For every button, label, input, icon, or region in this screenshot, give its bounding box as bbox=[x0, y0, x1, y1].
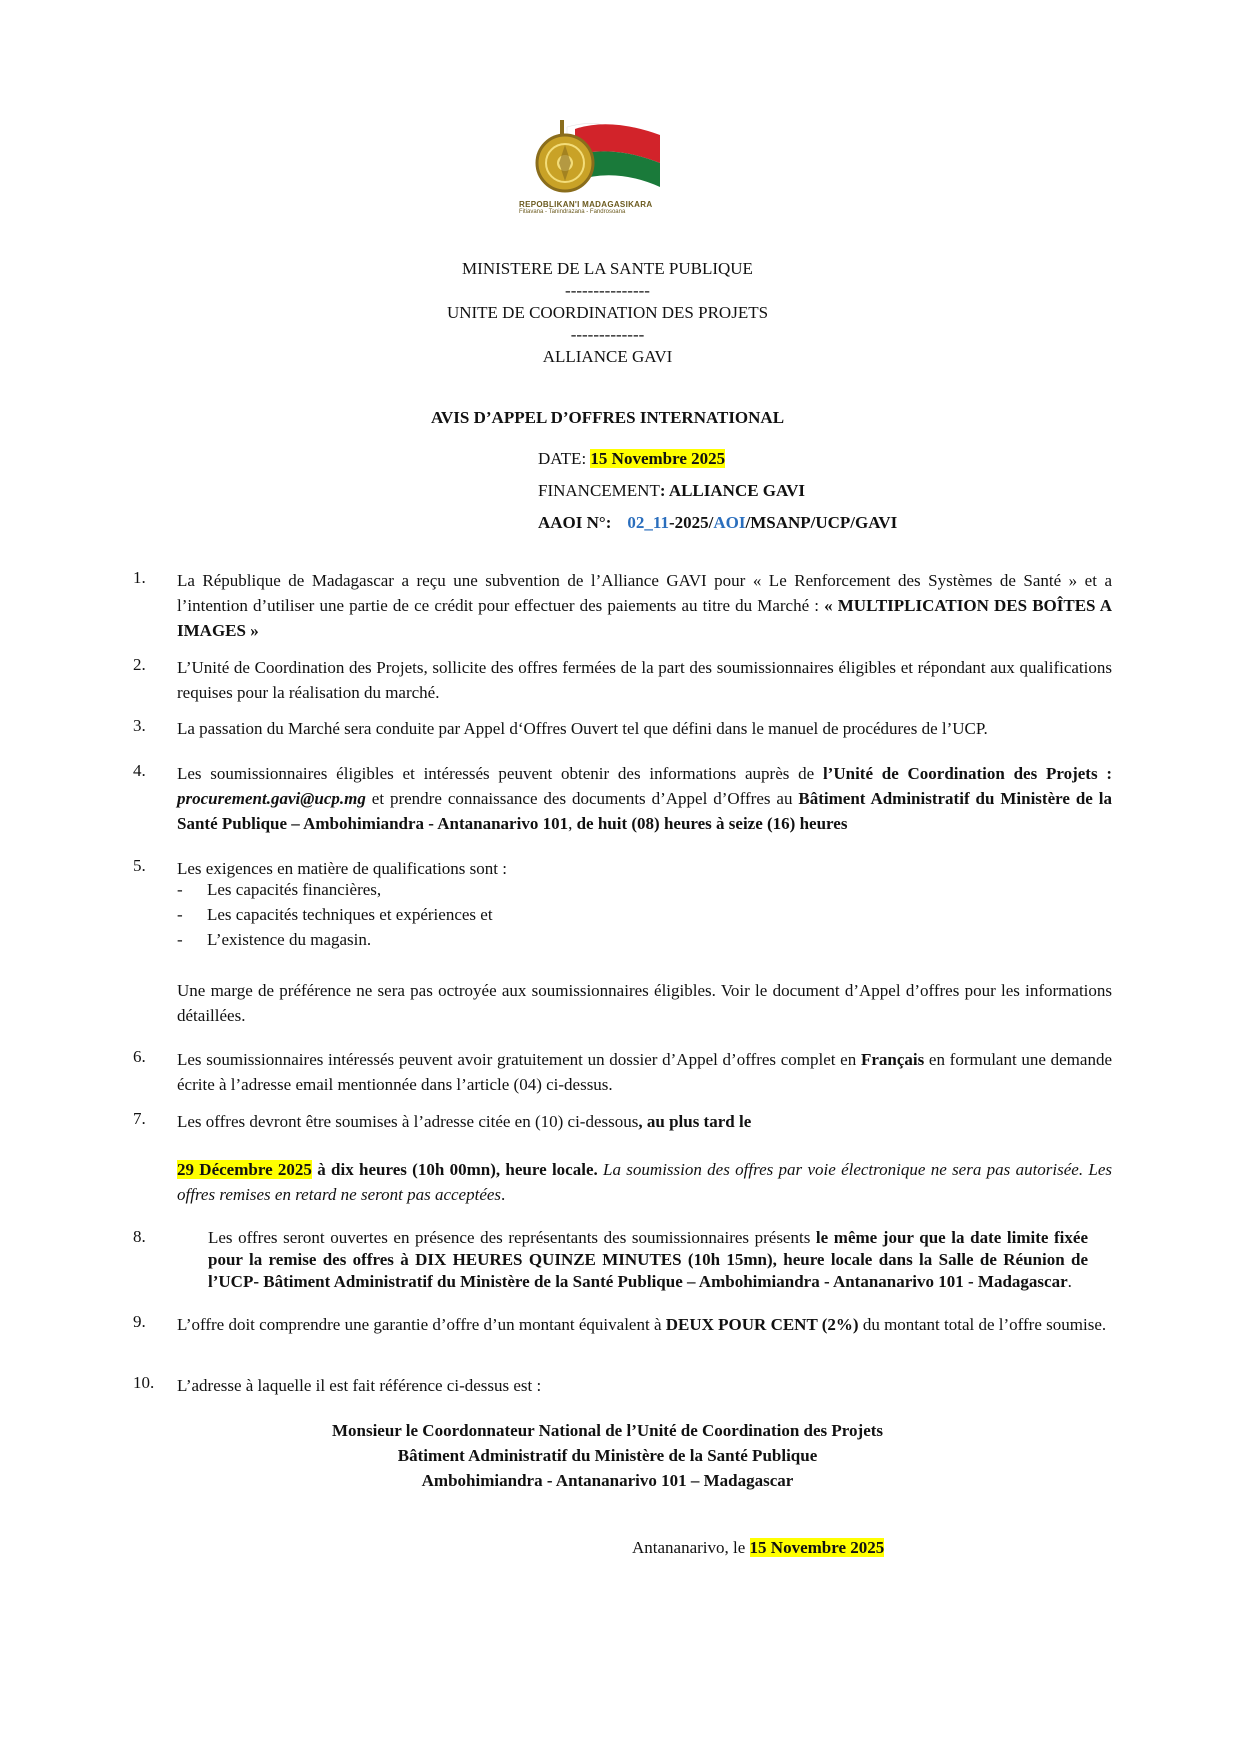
requirement-item: Les capacités techniques et expériences et bbox=[207, 905, 493, 924]
submission-note: La soumission des offres par voie électronique ne sera pas autorisée. Les offres remises en retard ne seront pas acceptées bbox=[177, 1160, 1113, 1204]
building-address: Bâtiment Administratif du Ministère de la Santé Publique – Ambohimiandra - Antananarivo 101 bbox=[177, 789, 1112, 833]
opening-details: le même jour que la date limite fixée pour la remise des offres à DIX HEURES QUINZE MINUTES (10h 15mn), heure locale dans la Salle de Réunion de l’UCP- Bâtiment Administratif du Ministère de la Santé Publique – Ambohimiandra - Antananarivo 101 - Madagascar bbox=[208, 1228, 1088, 1291]
page-title: AVIS D’APPEL D’OFFRES INTERNATIONAL bbox=[430, 408, 785, 427]
item-text: Les offres devront être soumises à l’adresse citée en (10) ci-dessous bbox=[177, 1112, 639, 1131]
financing-label: FINANCEMENT bbox=[538, 481, 660, 500]
guarantee-amount: DEUX POUR CENT (2%) bbox=[665, 1315, 859, 1334]
financing-value: : ALLIANCE GAVI bbox=[659, 481, 806, 500]
item-text: et prendre connaissance des documents d’Appel d’Offres au bbox=[365, 789, 799, 808]
separator: ------------- bbox=[570, 325, 645, 344]
item-10: L’adresse à laquelle il est fait référence ci-dessus est : bbox=[177, 1376, 542, 1395]
deadline-time: à dix heures (10h 00mn), heure locale. bbox=[311, 1160, 598, 1179]
bullet-dash: - bbox=[177, 905, 183, 924]
item-text: Les soumissionnaires éligibles et intéressés peuvent obtenir des informations auprès de bbox=[177, 764, 823, 783]
ref-part3: AOI bbox=[713, 513, 746, 532]
ref-part4: /MSANP/UCP/GAVI bbox=[745, 513, 898, 532]
requirement-item: L’existence du magasin. bbox=[207, 930, 372, 949]
ucp-name: l’Unité de Coordination des Projets : bbox=[822, 764, 1112, 783]
item-7 bbox=[177, 1109, 751, 1134]
address-line: Monsieur le Coordonnateur National de l’Unité de Coordination des Projets bbox=[331, 1421, 884, 1440]
item-3: La passation du Marché sera conduite par Appel d‘Offres Ouvert tel que défini dans le manuel de procédures de l’UCP. bbox=[177, 719, 988, 738]
ref-part2: -2025/ bbox=[668, 513, 714, 532]
coat-of-arms-icon bbox=[515, 115, 715, 195]
ministry-name: MINISTERE DE LA SANTE PUBLIQUE bbox=[462, 259, 753, 278]
item-number: 1. bbox=[133, 568, 146, 587]
item-text: Les soumissionnaires intéressés peuvent avoir gratuitement un dossier d’Appel d’offres complet en bbox=[177, 1050, 861, 1069]
item-6 bbox=[177, 1047, 1112, 1097]
email-link[interactable]: procurement.gavi@ucp.mg bbox=[177, 789, 366, 808]
separator: --------------- bbox=[565, 281, 650, 300]
item-text: . bbox=[1067, 1272, 1072, 1291]
item-text: La République de Madagascar a reçu une subvention de l’Alliance GAVI pour « Le Renforcement des Systèmes de Santé » et a l’intention d’utiliser une partie de ce crédit pour effectuer des paiements au titre du Marché : bbox=[177, 571, 1112, 615]
signature-line bbox=[632, 1538, 884, 1558]
meta-reference bbox=[538, 513, 897, 533]
item-text: du montant total de l’offre soumise. bbox=[858, 1315, 1107, 1334]
item-9 bbox=[177, 1312, 1112, 1337]
market-title: « MULTIPLICATION DES BOÎTES A IMAGES » bbox=[177, 596, 1112, 640]
item-number: 3. bbox=[133, 716, 146, 735]
signature-date: 15 Novembre 2025 bbox=[749, 1538, 885, 1557]
item-text: , bbox=[568, 814, 577, 833]
address-line: Ambohimiandra - Antananarivo 101 – Madagascar bbox=[421, 1471, 794, 1490]
item-number: 9. bbox=[133, 1312, 146, 1331]
item-text: en formulant une demande écrite à l’adresse email mentionnée dans l’article (04) ci-dessus. bbox=[177, 1050, 1112, 1094]
item-number: 5. bbox=[133, 856, 146, 875]
republic-emblem bbox=[515, 115, 715, 215]
item-2: L’Unité de Coordination des Projets, sollicite des offres fermées de la part des soumissionnaires éligibles et répondant aux qualifications requises pour la réalisation du marché. bbox=[177, 658, 1112, 702]
item-number: 4. bbox=[133, 761, 146, 780]
item-number: 8. bbox=[133, 1227, 146, 1246]
ref-part1: 02_11 bbox=[627, 513, 669, 532]
item-text: , au plus tard le bbox=[638, 1112, 752, 1131]
header-block bbox=[0, 258, 1215, 368]
item-text: L’offre doit comprendre une garantie d’offre d’un montant équivalent à bbox=[177, 1315, 666, 1334]
requirement-item: Les capacités financières, bbox=[207, 880, 382, 899]
program-name: ALLIANCE GAVI bbox=[542, 347, 673, 366]
bullet-dash: - bbox=[177, 880, 183, 899]
meta-date bbox=[538, 449, 725, 469]
preference-note: Une marge de préférence ne sera pas octroyée aux soumissionnaires éligibles. Voir le document d’Appel d’offres pour les informations détaillées. bbox=[177, 981, 1112, 1025]
language: Français bbox=[860, 1050, 925, 1069]
item-1 bbox=[177, 568, 1112, 643]
item-5: Les exigences en matière de qualifications sont : bbox=[177, 859, 507, 878]
item-number: 6. bbox=[133, 1047, 146, 1066]
date-label: DATE: bbox=[538, 449, 591, 468]
item-8 bbox=[208, 1227, 1088, 1293]
item-number: 2. bbox=[133, 655, 146, 674]
date-value: 15 Novembre 2025 bbox=[590, 449, 726, 468]
deadline-date: 29 Décembre 2025 bbox=[177, 1160, 312, 1179]
emblem-caption: REPOBLIKAN'I MADAGASIKARA bbox=[519, 200, 653, 209]
item-text: . bbox=[501, 1185, 506, 1204]
item-4 bbox=[177, 761, 1112, 836]
item-number: 10. bbox=[133, 1373, 155, 1392]
emblem-motto: Fitiavana - Tanindrazana - Fandrosoana bbox=[519, 209, 626, 215]
signature-place: Antananarivo, le bbox=[632, 1538, 750, 1557]
meta-financing bbox=[538, 481, 805, 501]
bullet-dash: - bbox=[177, 930, 183, 949]
address-block bbox=[0, 1418, 1215, 1493]
address-line: Bâtiment Administratif du Ministère de la Santé Publique bbox=[397, 1446, 818, 1465]
item-number: 7. bbox=[133, 1109, 146, 1128]
opening-hours: de huit (08) heures à seize (16) heures bbox=[576, 814, 848, 833]
unit-name: UNITE DE COORDINATION DES PROJETS bbox=[446, 303, 769, 322]
deadline-paragraph bbox=[177, 1157, 1112, 1207]
ref-label: AAOI N°: bbox=[538, 513, 612, 532]
item-text: Les offres seront ouvertes en présence des représentants des soumissionnaires présents bbox=[208, 1228, 816, 1247]
